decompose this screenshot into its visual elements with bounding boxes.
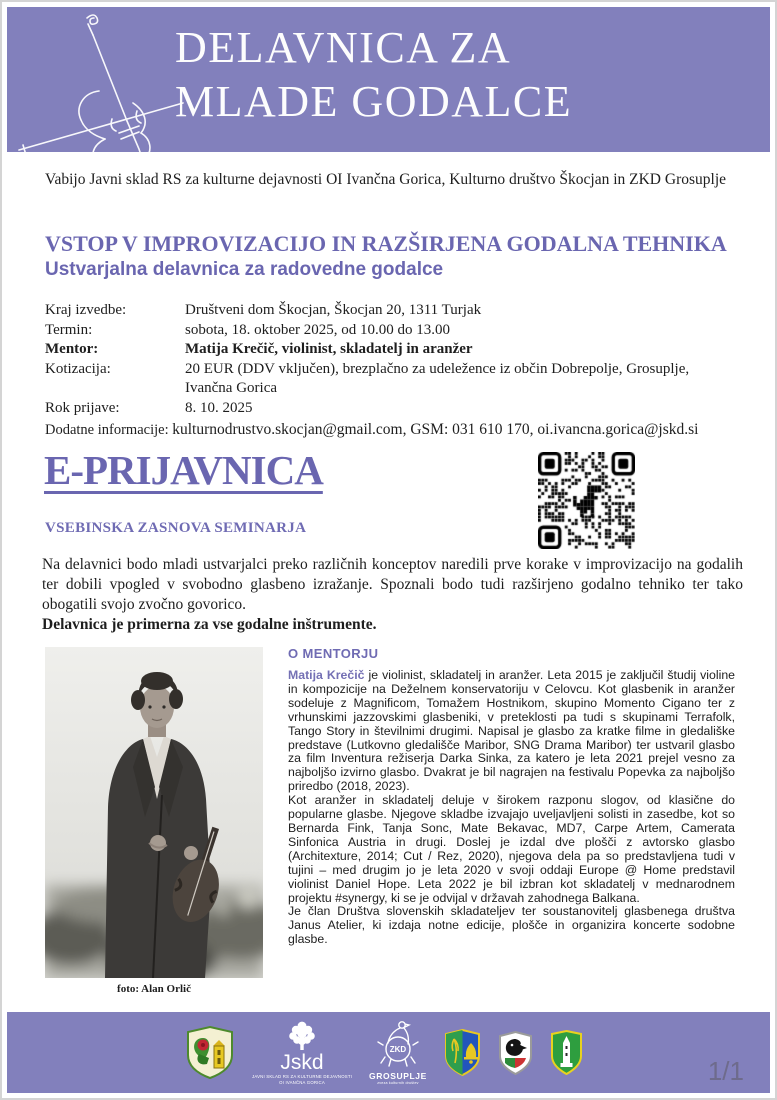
seminar-paragraph [42,555,743,635]
zkd-name: GROSUPLJE [369,1071,427,1082]
info-row-date [45,321,740,341]
workshop-title: VSTOP V IMPROVIZACIJO IN RAZŠIRJENA GODALNA TEHNIKA [45,231,727,256]
contact-label: Dodatne informacije: [45,422,169,438]
jskd-tagline-1: JAVNI SKLAD RS ZA KULTURNE DEJAVNOSTI [252,1073,353,1079]
mentor-heading: O MENTORJU [288,646,379,661]
organizers-text: Vabijo Javni sklad RS za kulturne dejavnosti OI Ivančna Gorica, Kulturno društvo Škocjan in ZKD Grosuplje [45,171,727,188]
zkd-rooster-icon [375,1019,421,1067]
info-value: Matija Krečič, violinist, skladatelj in aranžer [185,341,473,357]
title-line-1: DELAVNICA ZA [175,23,512,72]
contact-value: kulturnodrustvo.skocjan@gmail.com, GSM: 031 610 170, oi.ivancna.gorica@jskd.si [172,421,699,438]
mentor-bio [288,669,735,947]
info-row-location [45,301,740,321]
info-value: 8. 10. 2025 [185,399,253,416]
zkd-abbr-text: ZKD [389,1045,407,1055]
contact-line [45,421,698,439]
bio-text-1: je violinist, skladatelj in aranžer. Leta 2015 je zaključil študij violine in kompozicije na Deželnem konservatoriju v Celovcu. Kot glasbenik in aranžer sodeluje z Magnificom, Tomažem Hostnikom, skupino Momento Cigano ter z vrhunskimi jazzovskimi glasbeniki, v preteklosti pa tudi s skupinami Terrafolk, Tango Story in številnimi drugimi. Napisal je glasbo za kratke filme in gledališke predstave (Lutkovno gledališče Maribor, SNG Drama Maribor) ter ustvaril glasbo za film Inventura režiserja Darka Sinka, za katero je leta 2021 prejel vesno za najboljšo izvirno glasbo. Dvakrat je bil nagrajen na festivalu Popevka za najboljšo priredbo (2018, 2023). [288,668,735,794]
info-value: Društveni dom Škocjan, Škocjan 20, 1311 Turjak [185,302,482,318]
seminar-text: Na delavnici bodo mladi ustvarjalci preko različnih konceptov naredili prve korake v improvizacijo na godalih ter dobili vpogled v svobodno glasbeno izražanje. Spoznali bodo tudi razširjeno godalno tehniko ter tako obogatili svojo zvočno govorico. [42,556,743,613]
dobrepolje-coat-of-arms [498,1031,533,1075]
jskd-tree-icon [287,1020,317,1050]
info-label: Termin: [45,321,93,338]
ivancna-gorica-coat-of-arms [550,1030,583,1075]
info-value: sobota, 18. oktober 2025, od 10.00 do 13.00 [185,321,450,338]
page-indicator: 1/1 [707,1056,744,1086]
page-title [175,21,572,129]
title-line-2: MLADE GODALCE [175,77,573,126]
jskd-logo [252,1020,352,1086]
info-row-mentor [45,340,740,360]
seminar-heading: VSEBINSKA ZASNOVA SEMINARJA [45,520,307,536]
grosuplje-coat-of-arms [444,1029,481,1076]
info-label: Kotizacija: [45,360,111,377]
info-table [45,301,740,418]
jskd-tagline-2: OI IVANČNA GORICA [279,1080,325,1085]
seminar-bold-note: Delavnica je primerna za vse godalne inštrumente. [42,616,377,633]
workshop-subtitle: Ustvarjalna delavnica za radovedne godalce [45,259,444,280]
footer-band [7,1012,770,1093]
info-label: Mentor: [45,341,99,357]
photo-caption: foto: Alan Orlič [117,983,191,995]
info-row-fee [45,360,740,399]
zkd-tagline: zveza kulturnih društev [377,1080,419,1085]
footer-logos [185,1012,583,1093]
info-label: Rok prijave: [45,399,120,416]
e-registration-link[interactable]: E-PRIJAVNICA [44,447,323,493]
bio-paragraph-2: Kot aranžer in skladatelj deluje v širokem razponu slogov, od klasične do popularne glasbe. Njegove skladbe izvajajo uveljavljeni solisti in zasedbe, kot so Bernarda Fink, Tanja Sonc, Mate Bekavac, MD7, Carpe Artem, Camerata Sinfonica Austria in drugi. Doslej je izdal dve plošči z avtorsko glasbo (Architexture, 2014; Cut / Rez, 2020), njegova dela pa so predstavljena tudi v tujini – med drugim jo je leta 2020 v svoji oddaji Europe @ Home predstavil violinist Daniel Hope. Leta 2022 je bil izbran kot skladatelj v mednarodnem projektu #synergy, ki se je odvijal v državah zahodnega Balkana. [288,793,735,905]
info-row-deadline [45,399,740,419]
skocjan-society-shield-logo [185,1026,235,1079]
bio-paragraph-1 [288,669,735,794]
jskd-name: Jskd [280,1050,324,1074]
info-label: Kraj izvedbe: [45,302,127,318]
zkd-grosuplje-logo [369,1019,427,1085]
mentor-name: Matija Krečič [288,668,365,682]
mentor-photo [45,647,263,978]
bio-paragraph-3: Je član Društva slovenskih skladateljev ter soustanovitelj glasbenega društva Janus Atelier, ki izdaja notne edicije, plošče in organizira koncerte sodobne glasbe. [288,904,735,947]
cello-illustration [15,9,187,159]
qr-code [538,452,635,549]
header-band [7,7,770,152]
info-value: 20 EUR (DDV vključen), brezplačno za udeležence iz občin Dobrepolje, Grosuplje, Ivančna Gorica [185,360,690,396]
